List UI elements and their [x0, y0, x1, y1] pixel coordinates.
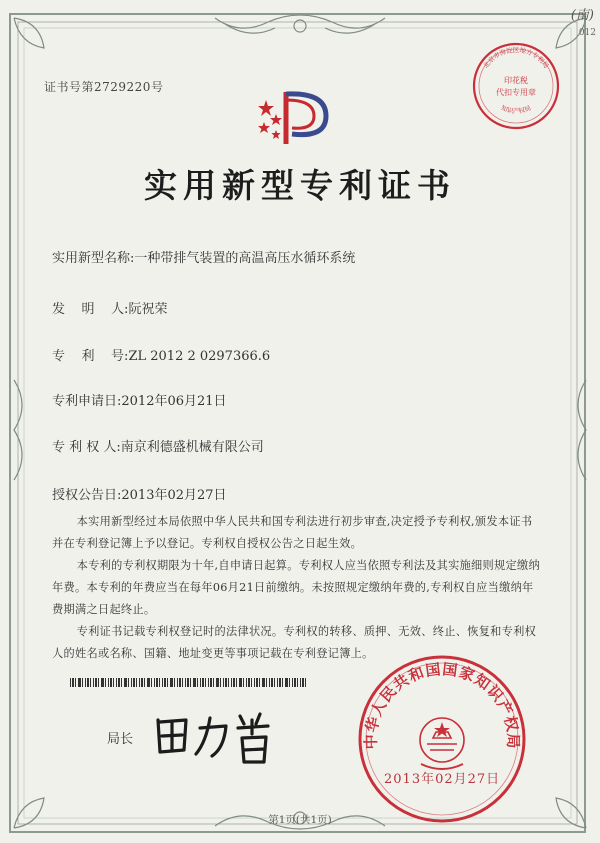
barcode-bar [113, 678, 114, 687]
page-footer: 第1页(共1页) [268, 814, 332, 826]
barcode-bar [187, 678, 189, 687]
barcode-bar [144, 678, 145, 687]
barcode-bar [128, 678, 129, 687]
field-grant-date [52, 484, 227, 503]
barcode-bar [177, 678, 178, 687]
barcode-bar [116, 678, 117, 687]
barcode-bar [133, 678, 135, 687]
barcode-bar [174, 678, 175, 687]
barcode-bar [231, 678, 232, 687]
field-patentee [52, 436, 264, 455]
seal-top-ring-text: 北京市海淀区地方专利局 [481, 46, 551, 70]
barcode-bar [108, 678, 109, 687]
patent-office-logo [256, 86, 336, 152]
barcode-bar [164, 678, 166, 687]
barcode-bar [200, 678, 201, 687]
barcode-bar [225, 678, 227, 687]
barcode-bar [156, 678, 158, 687]
barcode-bar [248, 678, 250, 687]
barcode-bar [233, 678, 235, 687]
barcode-bar [87, 678, 89, 687]
tax-seal [470, 40, 562, 132]
barcode-bar [223, 678, 224, 687]
barcode-bar [246, 678, 247, 687]
barcode-bar [154, 678, 155, 687]
barcode-bar [216, 678, 219, 687]
barcode-bar [185, 678, 186, 687]
field-label: 专 利 号: [52, 349, 129, 364]
handwritten-code: 012 [578, 28, 596, 38]
barcode-bar [170, 678, 173, 687]
field-value: 南京利德盛机械有限公司 [120, 440, 264, 455]
barcode-bar [269, 678, 270, 687]
field-application-date [52, 390, 227, 409]
barcode-bar [289, 678, 290, 687]
field-utility-model-name [52, 247, 355, 266]
barcode-bar [282, 678, 283, 687]
barcode-bar [167, 678, 168, 687]
barcode-bar [72, 678, 74, 687]
seal-date: 2013年02月27日 [384, 772, 501, 787]
paragraph-term: 本专利的专利权期限为十年,自申请日起算。专利权人应当依照专利法及其实施细则规定缴纳年费。本专利的年费应当在每年06月21日前缴纳。未按照规定缴纳年费的,专利权自应当缴纳年费期满之日起终止。 [52, 559, 540, 616]
barcode-bar [141, 678, 143, 687]
barcode-bar [251, 678, 252, 687]
barcode-bar [85, 678, 86, 687]
barcode-bar [228, 678, 229, 687]
barcode-bar [208, 678, 209, 687]
barcode-bar [210, 678, 212, 687]
barcode-bar [101, 678, 104, 687]
field-value: 阮祝荣 [128, 302, 168, 317]
barcode-bar [300, 678, 301, 687]
barcode-bar [90, 678, 91, 687]
seal-top-line2: 代扣专用章 [496, 88, 536, 97]
barcode-bar [202, 678, 204, 687]
barcode-bar [274, 678, 275, 687]
barcode-bar [236, 678, 237, 687]
barcode-bar [182, 678, 183, 687]
paragraph-grant: 本实用新型经过本局依照中华人民共和国专利法进行初步审查,决定授予专利权,颁发本证书并在专利登记簿上予以登记。专利权自授权公告之日起生效。 [52, 515, 533, 550]
barcode-bar [285, 678, 288, 687]
field-value: 2013年02月27日 [121, 488, 227, 503]
barcode-bar [220, 678, 221, 687]
barcode-bar [297, 678, 298, 687]
barcode-bar [259, 678, 260, 687]
barcode-bar [205, 678, 206, 687]
barcode-bar [75, 678, 76, 687]
barcode-bar [95, 678, 97, 687]
barcode-bar [78, 678, 81, 687]
barcode-bar [70, 678, 71, 687]
certificate-body [52, 511, 542, 665]
field-inventor [52, 298, 167, 317]
barcode-bar [239, 678, 242, 687]
barcode-bar [294, 678, 296, 687]
seal-top-line1: 印花税 [504, 76, 528, 85]
field-label: 发 明 人: [52, 302, 129, 317]
barcode-bar [292, 678, 293, 687]
barcode-bar [266, 678, 267, 687]
certificate-number: 证书号第2729220号 [44, 80, 164, 94]
barcode-bar [105, 678, 106, 687]
barcode-bar [213, 678, 214, 687]
seal-top-bottom-text: 知识产权局 [499, 103, 533, 116]
barcode-bar [139, 678, 140, 687]
barcode-bar [124, 678, 127, 687]
field-value: 一种带排气装置的高温高压水循环系统 [134, 251, 356, 266]
barcode-bar [93, 678, 94, 687]
barcode-bar [262, 678, 265, 687]
barcode-bar [121, 678, 122, 687]
barcode-bar [256, 678, 258, 687]
barcode-bar [136, 678, 137, 687]
barcode-bar [98, 678, 99, 687]
field-label: 授权公告日: [52, 488, 122, 503]
barcode-bar [147, 678, 150, 687]
national-ip-office-seal [355, 652, 530, 827]
field-value: 2012年06月21日 [121, 394, 227, 409]
barcode-bar [82, 678, 83, 687]
barcode-bar [151, 678, 152, 687]
barcode-bar [159, 678, 160, 687]
director-title: 局长 [107, 732, 134, 747]
barcode-bar [162, 678, 163, 687]
field-label: 实用新型名称: [52, 251, 135, 266]
seal-ring-text: 中华人民共和国国家知识产权局 [361, 660, 523, 750]
barcode-bar [305, 678, 306, 687]
barcode-bar [279, 678, 281, 687]
field-label: 专 利 权 人: [52, 440, 121, 455]
barcode-bar [254, 678, 255, 687]
svg-text:北京市海淀区地方专利局 [481, 45, 550, 70]
barcode-bar [302, 678, 304, 687]
barcode-bar [179, 678, 181, 687]
barcode-bar [131, 678, 132, 687]
barcode [70, 678, 308, 687]
barcode-bar [197, 678, 198, 687]
barcode-bar [190, 678, 191, 687]
barcode-bar [271, 678, 273, 687]
field-label: 专利申请日: [52, 394, 122, 409]
field-patent-number [52, 345, 270, 364]
field-value: ZL 2012 2 0297366.6 [128, 349, 271, 364]
handwritten-note: (南) [570, 8, 594, 23]
barcode-bar [118, 678, 120, 687]
director-signature [148, 700, 298, 770]
svg-text:知识产权局 [500, 103, 532, 115]
barcode-bar [193, 678, 196, 687]
certificate-title: 实用新型专利证书 [144, 166, 456, 205]
barcode-bar [243, 678, 244, 687]
svg-text:中华人民共和国国家知识产权局 [362, 660, 522, 749]
barcode-bar [110, 678, 112, 687]
barcode-bar [277, 678, 278, 687]
paragraph-legal-status: 专利证书记载专利权登记时的法律状况。专利权的转移、质押、无效、终止、恢复和专利权人的姓名或名称、国籍、地址变更等事项记载在专利登记簿上。 [52, 625, 537, 660]
